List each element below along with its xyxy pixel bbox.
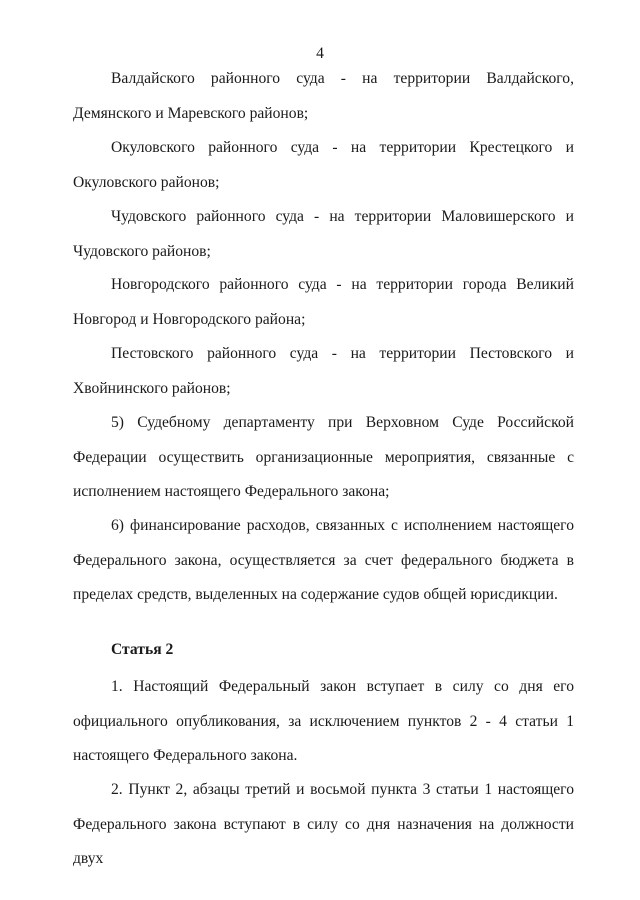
paragraph-novgorod-court: Новгородского районного суда - на территории города Великий Новгород и Новгородского района; — [73, 276, 574, 328]
paragraph-valday-court: Валдайского районного суда - на территории Валдайского, Демянского и Маревского районов; — [73, 70, 574, 122]
article-2-paragraph-1: 1. Настоящий Федеральный закон вступает в силу со дня его официального опубликования, за исключением пунктов 2 - 4 статьи 1 настоящего Федерального закона. — [73, 678, 574, 764]
paragraph-chudovo-court: Чудовского районного суда - на территории Маловишерского и Чудовского районов; — [73, 208, 574, 260]
paragraph-okulovka-court: Окуловского районного суда - на территории Крестецкого и Окуловского районов; — [73, 139, 574, 191]
item-5-judicial-department: 5) Судебному департаменту при Верховном Суде Российской Федерации осуществить организационные мероприятия, связанные с исполнением настоящего Федерального закона; — [73, 414, 574, 500]
page-number: 4 — [316, 45, 324, 62]
article-2-paragraph-2: 2. Пункт 2, абзацы третий и восьмой пункта 3 статьи 1 настоящего Федерального закона вступают в силу со дня назначения на должности двух — [73, 781, 574, 867]
paragraph-pestovo-court: Пестовского районного суда - на территории Пестовского и Хвойнинского районов; — [73, 345, 574, 397]
item-6-financing: 6) финансирование расходов, связанных с исполнением настоящего Федерального закона, осуществляется за счет федерального бюджета в пределах средств, выделенных на содержание судов общей юрисдикции. — [73, 517, 574, 603]
article-2-heading: Статья 2 — [111, 641, 174, 658]
